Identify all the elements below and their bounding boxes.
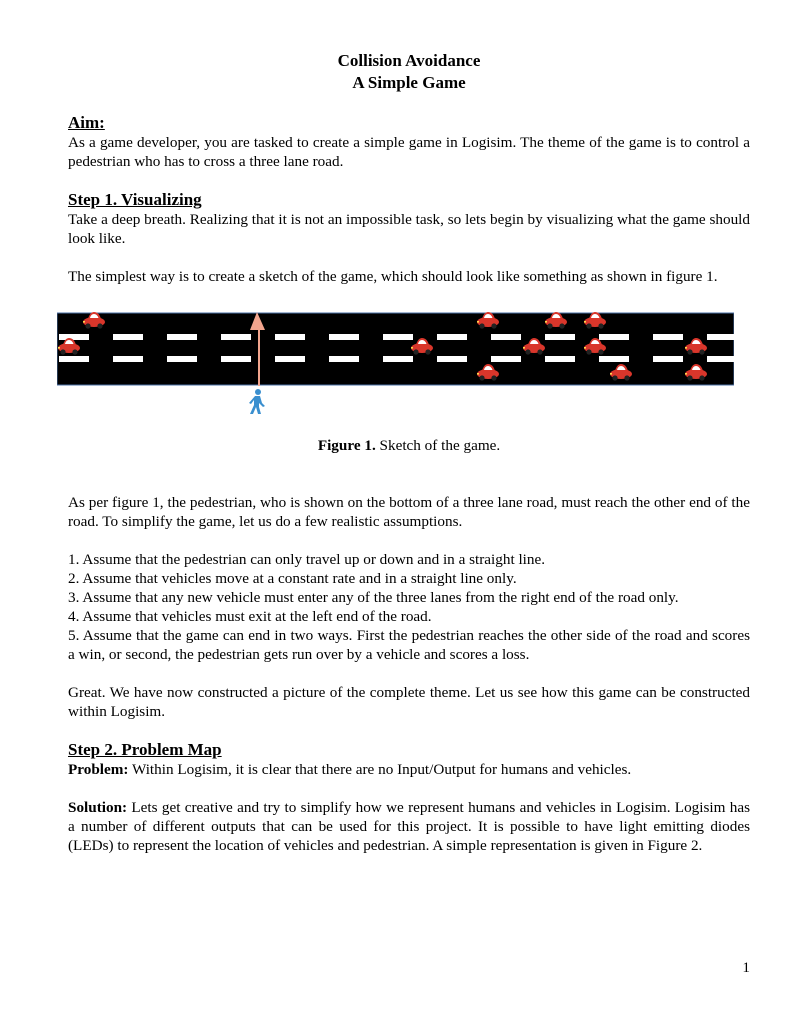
list-item: 2. Assume that vehicles move at a constant rate and in a straight line only.	[68, 570, 517, 587]
lane-dash	[221, 334, 251, 340]
page-number: 1	[742, 959, 750, 976]
lane-dash	[491, 334, 521, 340]
assumptions-intro: As per figure 1, the pedestrian, who is shown on the bottom of a three lane road, must reach the other end of the road. To simplify the game, let us do a few realistic assumptions.	[68, 494, 750, 530]
problem-label: Problem:	[68, 761, 129, 778]
aim-heading: Aim:	[68, 113, 105, 132]
list-item: 4. Assume that vehicles must exit at the left end of the road.	[68, 608, 432, 625]
lane-dash	[275, 356, 305, 362]
list-item: 1. Assume that the pedestrian can only travel up or down and in a straight line.	[68, 551, 546, 568]
document-title	[68, 50, 750, 94]
step1-heading: Step 1. Visualizing	[68, 190, 202, 209]
solution-text: Lets get creative and try to simplify how we represent humans and vehicles in Logisim. Logisim has a number of different outputs that can be used for this project. It is possible to have light emitting diodes (LEDs) to represent the location of vehicles and pedestrian. A simple representation is given in Figure 2.	[68, 799, 750, 854]
lane-dash	[599, 334, 629, 340]
list-item: 5. Assume that the game can end in two ways. First the pedestrian reaches the other side of the road and scores a win, or second, the pedestrian gets run over by a vehicle and scores a loss.	[68, 627, 750, 663]
solution-label: Solution:	[68, 799, 128, 816]
lane-dash	[59, 356, 89, 362]
step1-paragraph-1: Take a deep breath. Realizing that it is not an impossible task, so lets begin by visualizing what the game should look like.	[68, 211, 750, 247]
lane-dash	[275, 334, 305, 340]
lane-dash	[653, 334, 683, 340]
problem-paragraph	[68, 760, 750, 779]
figure-caption	[68, 436, 750, 455]
lane-dash	[59, 334, 89, 340]
lane-dash	[545, 356, 575, 362]
lane-dash	[329, 334, 359, 340]
document-page	[68, 50, 750, 855]
assumptions-list	[68, 550, 750, 664]
lane-dash	[437, 356, 467, 362]
lane-dash	[167, 356, 197, 362]
lane-dash	[707, 334, 734, 340]
lane-dash	[491, 356, 521, 362]
lane-dash	[437, 334, 467, 340]
problem-text: Within Logisim, it is clear that there are no Input/Output for humans and vehicles.	[128, 761, 632, 778]
lane-dash	[113, 356, 143, 362]
lane-dash	[329, 356, 359, 362]
lane-dash	[383, 356, 413, 362]
step1-paragraph-2: The simplest way is to create a sketch of the game, which should look like something as shown in figure 1.	[68, 268, 718, 285]
pedestrian-icon	[249, 389, 265, 414]
assumptions-outro: Great. We have now constructed a picture of the complete theme. Let us see how this game can be constructed within Logisim.	[68, 684, 750, 720]
lane-dash	[167, 334, 197, 340]
step2-heading: Step 2. Problem Map	[68, 740, 222, 759]
solution-paragraph	[68, 798, 750, 855]
aim-text: As a game developer, you are tasked to create a simple game in Logisim. The theme of the game is to control a pedestrian who has to cross a three lane road.	[68, 134, 750, 170]
road	[57, 313, 734, 385]
lane-dash	[653, 356, 683, 362]
title-line-1: Collision Avoidance	[337, 51, 481, 70]
figure-caption-label: Figure 1.	[317, 437, 376, 454]
road-sketch	[57, 310, 734, 422]
lane-dash	[221, 356, 251, 362]
lane-dash	[545, 334, 575, 340]
lane-dash	[383, 334, 413, 340]
figure-caption-text: Sketch of the game.	[375, 437, 501, 454]
lane-dash	[599, 356, 629, 362]
lane-dash	[707, 356, 734, 362]
list-item: 3. Assume that any new vehicle must enter any of the three lanes from the right end of the road only.	[68, 589, 679, 606]
lane-dash	[113, 334, 143, 340]
title-line-2: A Simple Game	[352, 73, 466, 92]
figure-1	[57, 310, 734, 422]
